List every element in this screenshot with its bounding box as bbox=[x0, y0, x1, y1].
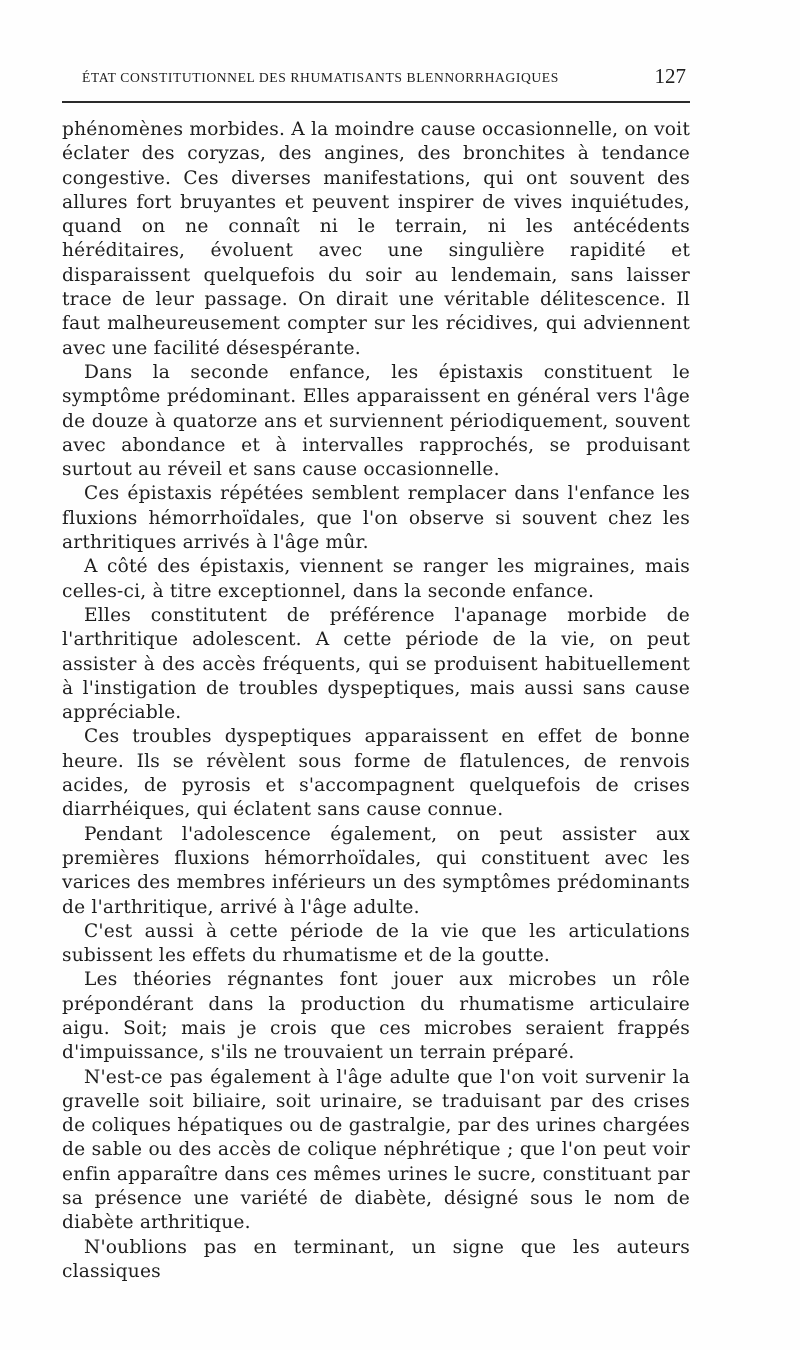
paragraph: N'oublions pas en terminant, un signe que les auteurs classiques bbox=[62, 1236, 690, 1282]
paragraph: Ces troubles dyspeptiques apparaissent en effet de bonne heure. Ils se révèlent sous forme de flatulences, de renvois acides, de pyrosis et s'accompagnent quelquefois de crises diarrhéiques, qui éclatent sans cause connue. bbox=[62, 726, 690, 821]
paragraph: phénomènes morbides. A la moindre cause occasionnelle, on voit éclater des coryzas, des angines, des bronchites à tendance congestive. Ces diverses manifestations, qui ont souvent des allures fort bruyantes et peuvent inspirer de vives inquiétudes, quand on ne connaît ni le terrain, ni les antécédents héréditaires, évoluent avec une singulière rapidité et disparaissent quelquefois du soir au lendemain, sans laisser trace de leur passage. On dirait une véritable délitescence. Il faut malheureusement compter sur les récidives, qui adviennent avec une facilité désespérante. bbox=[62, 119, 690, 359]
paragraph: Ces épistaxis répétées semblent remplacer dans l'enfance les fluxions hémorrhoïdales, que l'on observe si souvent chez les arthritiques arrivés à l'âge mûr. bbox=[62, 483, 690, 554]
page-header bbox=[62, 62, 690, 96]
running-title: ÉTAT CONSTITUTIONNEL DES RHUMATISANTS BLENNORRHAGIQUES bbox=[82, 70, 559, 85]
paragraph: Pendant l'adolescence également, on peut assister aux premières fluxions hémorrhoïdales, qui constituent avec les varices des membres inférieurs un des symptômes prédominants de l'arthritique, arrivé à l'âge adulte. bbox=[62, 823, 690, 918]
paragraph: C'est aussi à cette période de la vie que les articulations subissent les effets du rhumatisme et de la goutte. bbox=[62, 920, 690, 967]
body-text bbox=[62, 118, 690, 1284]
paragraph: Les théories régnantes font jouer aux microbes un rôle prépondérant dans la production du rhumatisme articulaire aigu. Soit; mais je crois que ces microbes seraient frappés d'impuissance, s'ils ne trouvaient un terrain préparé. bbox=[62, 969, 690, 1064]
paragraph: A côté des épistaxis, viennent se ranger les migraines, mais celles-ci, à titre exceptionnel, dans la seconde enfance. bbox=[62, 556, 690, 602]
paragraph: N'est-ce pas également à l'âge adulte que l'on voit survenir la gravelle soit biliaire, soit urinaire, se traduisant par des crises de coliques hépatiques ou de gastralgie, par des urines chargées de sable ou des accès de colique néphrétique ; que l'on peut voir enfin apparaître dans ces mêmes urines le sucre, constituant par sa présence une variété de diabète, désigné sous le nom de diabète arthritique. bbox=[62, 1066, 690, 1234]
paragraph: Elles constitutent de préférence l'apanage morbide de l'arthritique adolescent. A cette période de la vie, on peut assister à des accès fréquents, qui se produisent habituellement à l'instigation de troubles dyspeptiques, mais aussi sans cause appréciable. bbox=[62, 604, 690, 724]
page-number: 127 bbox=[654, 64, 686, 88]
paragraph: Dans la seconde enfance, les épistaxis constituent le symptôme prédominant. Elles apparaissent en général vers l'âge de douze à quatorze ans et surviennent périodiquement, souvent avec abondance et à intervalles rapprochés, se produisant surtout au réveil et sans cause occasionnelle. bbox=[62, 361, 690, 481]
header-rule bbox=[62, 101, 690, 103]
